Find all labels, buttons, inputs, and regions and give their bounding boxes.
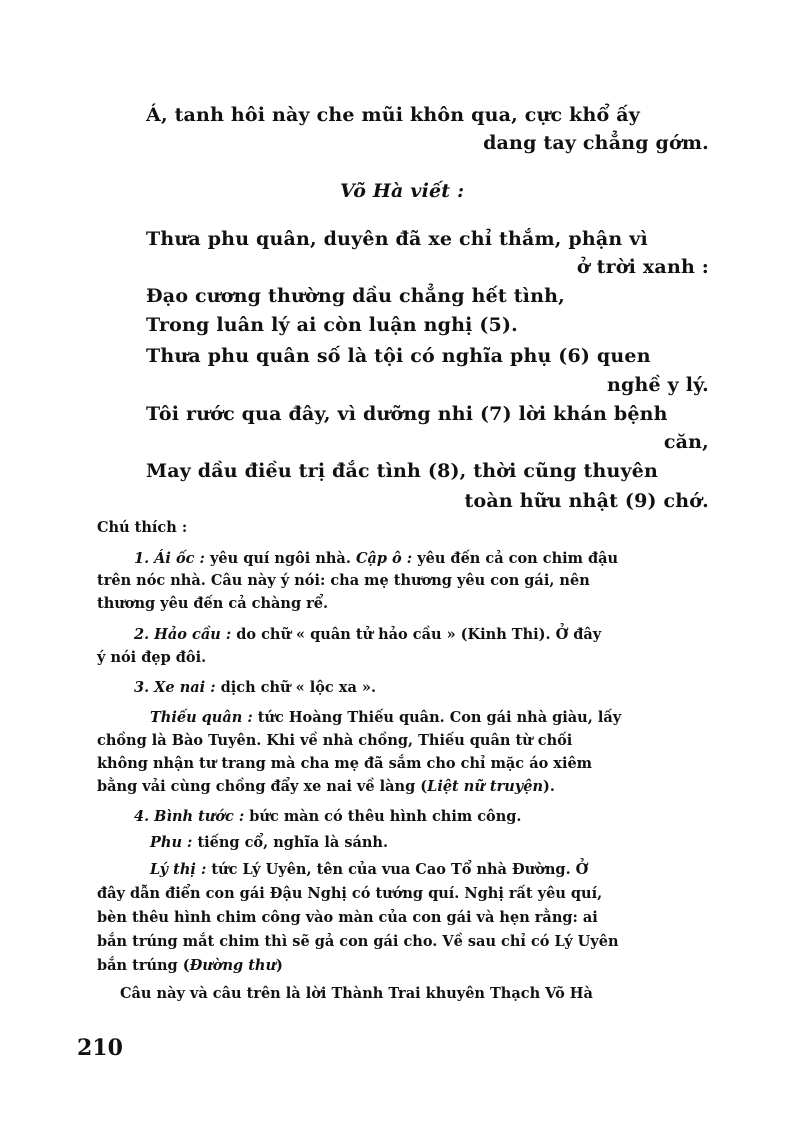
note-term: Phu : — [150, 834, 193, 851]
note-line: chồng là Bào Tuyên. Khi về nhà chồng, Thiếu quân từ chối — [97, 732, 573, 749]
note-term: 4. Bình tước : — [134, 808, 245, 825]
speaker-heading: Võ Hà viết : — [340, 180, 465, 202]
note-line: thương yêu đến cả chàng rể. — [97, 595, 329, 612]
note-line: ý nói đẹp đôi. — [97, 649, 207, 666]
note-line — [150, 709, 621, 726]
note-text: do chữ « quân tử hảo cầu » (Kinh Thi). Ở đây — [231, 626, 602, 643]
note-source: Liệt nữ truyện — [427, 778, 544, 795]
note-line — [150, 861, 588, 878]
closing-line: Câu này và câu trên là lời Thành Trai khuyên Thạch Võ Hà — [120, 985, 593, 1002]
note-line — [134, 550, 618, 567]
letter-line: Tôi rước qua đây, vì dưỡng nhi (7) lời khán bệnh — [146, 403, 668, 425]
note-term: 2. Hảo cầu : — [134, 626, 232, 643]
note-text: yêu quí ngôi nhà. — [204, 550, 351, 567]
note-line: đây dẫn điển con gái Đậu Nghị có tướng quí. Nghị rất yêu quí, — [97, 885, 603, 902]
note-line: bắn trúng mắt chim thì sẽ gả con gái cho. Về sau chỉ có Lý Uyên — [97, 933, 619, 950]
letter-line: Thưa phu quân số là tội có nghĩa phụ (6) quen — [146, 345, 651, 367]
note-line: bèn thêu hình chim công vào màn của con gái và hẹn rằng: ai — [97, 909, 598, 926]
note-line — [134, 626, 601, 643]
note-text: tức Hoàng Thiếu quân. Con gái nhà giàu, lấy — [252, 709, 622, 726]
note-line — [134, 808, 521, 825]
note-line: không nhận tư trang mà cha mẹ đã sắm cho chỉ mặc áo xiêm — [97, 755, 593, 772]
verse-line: dang tay chẳng gớm. — [483, 132, 709, 154]
letter-line: nghề y lý. — [607, 374, 709, 396]
note-text: tiếng cổ, nghĩa là sánh. — [192, 834, 389, 851]
letter-line: căn, — [663, 431, 709, 453]
note-text: bắn trúng ( — [97, 957, 190, 974]
note-text: ). — [543, 778, 555, 795]
note-text: yêu đến cả con chim đậu — [412, 550, 619, 567]
letter-line: ở trời xanh : — [576, 256, 709, 278]
note-line — [134, 679, 376, 696]
letter-line: Trong luân lý ai còn luận nghị (5). — [146, 314, 518, 336]
verse-line: Á, tanh hôi này che mũi khôn qua, cực khổ ấy — [146, 104, 640, 126]
note-text: dịch chữ « lộc xa ». — [215, 679, 377, 696]
note-source: Đường thư — [189, 957, 276, 974]
note-text: ) — [276, 957, 283, 974]
note-term: Cập ô : — [355, 550, 413, 567]
letter-line: Đạo cương thường dầu chẳng hết tình, — [146, 285, 565, 307]
note-text: bức màn có thêu hình chim công. — [244, 808, 522, 825]
note-line — [150, 834, 388, 851]
note-line — [97, 778, 555, 795]
note-text: bằng vải cùng chồng đẩy xe nai về làng ( — [97, 778, 428, 795]
letter-line: toàn hữu nhật (9) chớ. — [464, 490, 709, 512]
note-term: Thiếu quân : — [150, 709, 253, 726]
note-text: tức Lý Uyên, tên của vua Cao Tổ nhà Đường. Ở — [206, 861, 589, 878]
note-term: Lý thị : — [150, 861, 207, 878]
note-term: 1. Ái ốc : — [134, 550, 205, 567]
note-line: trên nóc nhà. Câu này ý nói: cha mẹ thương yêu con gái, nên — [97, 572, 590, 589]
note-line — [97, 957, 283, 974]
page-number: 210 — [77, 1035, 123, 1061]
letter-line: Thưa phu quân, duyên đã xe chỉ thắm, phận vì — [146, 228, 648, 250]
notes-heading: Chú thích : — [97, 519, 188, 536]
note-term: 3. Xe nai : — [134, 679, 216, 696]
letter-line: May dầu điều trị đắc tình (8), thời cũng thuyên — [146, 460, 659, 482]
